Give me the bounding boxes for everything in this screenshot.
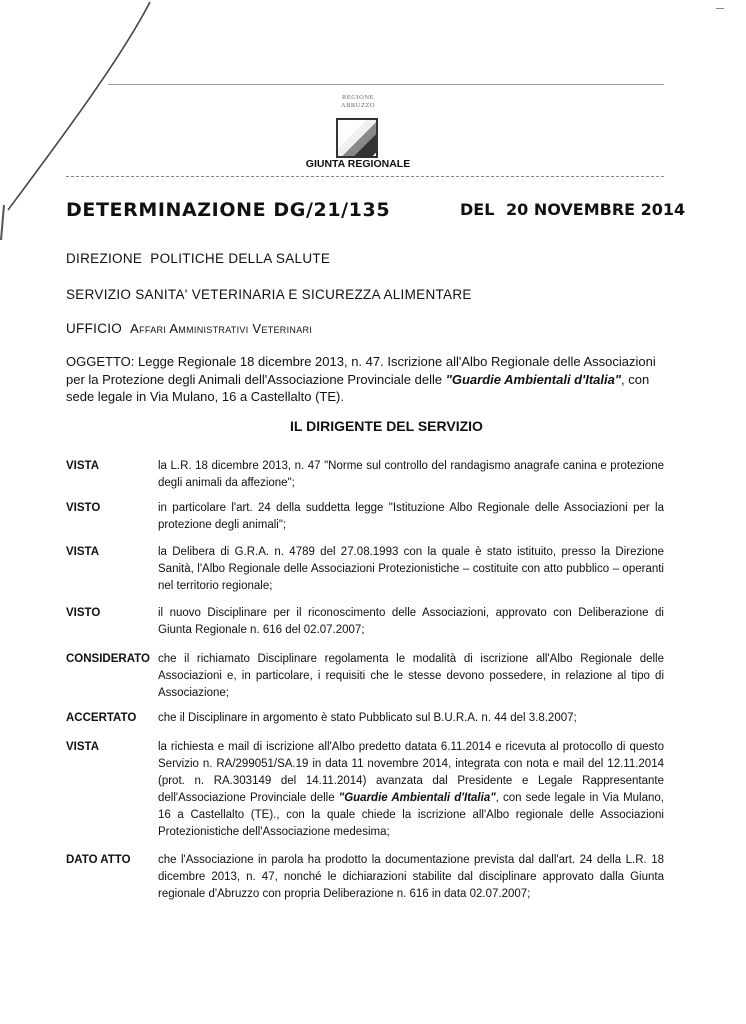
determinazione-number: DETERMINAZIONE DG/21/135 [66, 199, 391, 221]
clause-label: VISTO [66, 502, 101, 514]
clause-text: che il richiamato Disciplinare regolamenta le modalità di iscrizione all'Albo Regionale delle Associazioni e, in particolare, i requisiti che le stesse devono possedere, in relazione al tipo di Associazione; [158, 653, 664, 699]
clause-text: la L.R. 18 dicembre 2013, n. 47 "Norme sul controllo del randagismo anagrafe canina e protezione degli animali da affezione"; [158, 460, 664, 489]
ufficio-label: UFFICIO [66, 321, 123, 336]
clause-text: in particolare l'art. 24 della suddetta legge "Istituzione Albo Regionale delle Associazioni per la protezione degli animali"; [158, 502, 664, 531]
clause-text: che l'Associazione in parola ha prodotto la documentazione prevista dal dall'art. 24 della L.R. 18 dicembre 2013, n. 47, nonché le dichiarazioni stabilite dal disciplinare approvato dalla Giunta regionale d'Abruzzo con propria Deliberazione n. 616 in data 02.07.2007; [158, 854, 664, 900]
clause-text: il nuovo Disciplinare per il riconoscimento delle Associazioni, approvato con Deliberazione di Giunta Regionale n. 616 del 02.07.2007; [158, 607, 664, 636]
clause-label: CONSIDERATO [66, 653, 150, 665]
servizio-line: SERVIZIO SANITA' VETERINARIA E SICUREZZA ALIMENTARE [66, 287, 472, 302]
clause-label: VISTA [66, 546, 100, 558]
dirigente-heading: IL DIRIGENTE DEL SERVIZIO [290, 418, 483, 434]
clause-label: VISTO [66, 607, 101, 619]
clause-text: che il Disciplinare in argomento è stato Pubblicato sul B.U.R.A. n. 44 del 3.8.2007; [158, 712, 577, 724]
oggetto-paragraph [66, 353, 678, 406]
date-value: 20 NOVEMBRE 2014 [505, 200, 686, 219]
oggetto-suffix: , con sede legale in Via Mulano, 16 a Castellalto (TE). [66, 371, 650, 404]
clause-text-part: , con sede legale in Via Mulano, 16 a Castellalto (TE)., con la quale chiede la iscrizione all'Albo regionale delle Associazioni Protezionistiche dell'Associazione medesima; [158, 792, 664, 838]
regione-abruzzo-logo [336, 118, 378, 158]
clause-label: VISTA [66, 741, 100, 753]
direzione-line: DIREZIONE POLITICHE DELLA SALUTE [66, 251, 331, 266]
clause-text-part: la richiesta e mail di iscrizione all'Albo predetto datata 6.11.2014 e ricevuta al protocollo di questo Servizio n. RA/299051/SA.19 in data 11 novembre 2014, integrata con nota e mail del 12.11.2014 (prot. n. RA.303149 del 14.11.2014) avanzata dal Presidente e Legale Rappresentante dell'Associazione Provinciale delle [158, 741, 664, 804]
clause-text [158, 739, 664, 841]
crest-caption: REGIONE ABRUZZO [340, 94, 376, 109]
ufficio-value: Affari Amministrativi Veterinari [130, 321, 313, 336]
clause-label: ACCERTATO [66, 712, 137, 724]
giunta-regionale-heading: GIUNTA REGIONALE [305, 158, 411, 170]
header-bottom-rule [66, 176, 664, 177]
oggetto-emphasis: "Guardie Ambientali d'Italia" [445, 371, 622, 387]
clause-label: VISTA [66, 460, 100, 472]
header-top-rule [108, 84, 664, 85]
determinazione-date [460, 200, 685, 219]
clause-label: DATO ATTO [66, 854, 131, 866]
oggetto-prefix: OGGETTO: Legge Regionale 18 dicembre 2013, n. 47. Iscrizione all'Albo Regionale delle Associazioni per la Protezione degli Animali dell'Associazione Provinciale delle [66, 354, 656, 387]
scan-mark [716, 8, 724, 9]
date-prefix: DEL [460, 200, 495, 219]
clause-emphasis: "Guardie Ambientali d'Italia" [338, 792, 496, 804]
clause-text: la Delibera di G.R.A. n. 4789 del 27.08.1993 con la quale è stato istituito, presso la Direzione Sanità, l'Albo Regionale delle Associazioni Protezionistiche – costituite con atto pubblico – operanti nel territorio regionale; [158, 546, 664, 592]
ufficio-line [66, 321, 312, 336]
